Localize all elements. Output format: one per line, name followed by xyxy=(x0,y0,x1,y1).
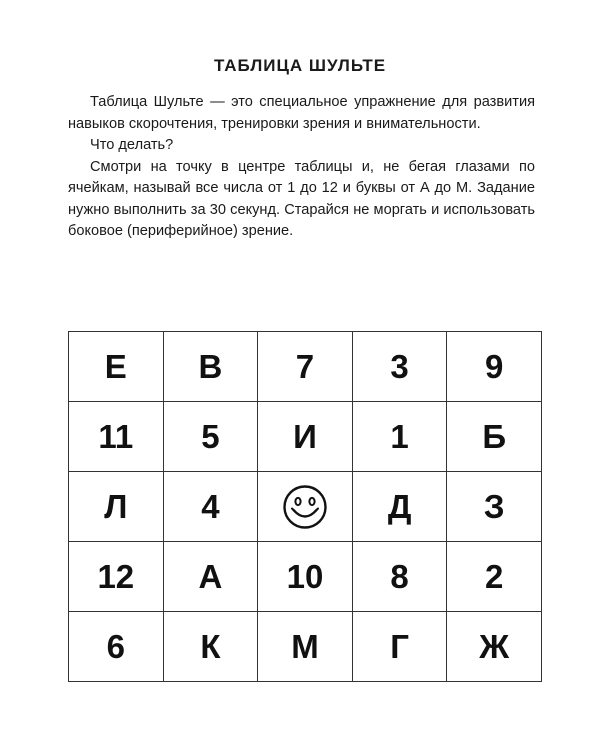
table-row xyxy=(69,612,542,682)
center-cell xyxy=(258,472,353,542)
table-cell: 9 xyxy=(447,332,542,402)
schulte-table xyxy=(68,331,542,682)
table-cell: 2 xyxy=(447,542,542,612)
table-cell: 10 xyxy=(258,542,353,612)
table-cell: Д xyxy=(352,472,447,542)
table-cell: 11 xyxy=(69,402,164,472)
table-cell: 12 xyxy=(69,542,164,612)
table-cell: 7 xyxy=(258,332,353,402)
table-cell: Ж xyxy=(447,612,542,682)
table-cell: К xyxy=(163,612,258,682)
table-cell: 3 xyxy=(352,332,447,402)
task-paragraph: Смотри на точку в центре таблицы и, не бегая глазами по ячейкам, называй все числа от 1 до 12 и буквы от А до М. Задание нужно выполнить за 30 секунд. Старайся не моргать и использовать боковое (периферийное) зрение. xyxy=(68,158,535,239)
table-cell: 8 xyxy=(352,542,447,612)
table-cell: И xyxy=(258,402,353,472)
table-row xyxy=(69,332,542,402)
table-cell: А xyxy=(163,542,258,612)
intro-paragraph: Таблица Шульте — это специальное упражнение для развития навыков скорочтения, тренировки зрения и внимательности. xyxy=(68,94,535,132)
table-cell: 4 xyxy=(163,472,258,542)
table-cell: З xyxy=(447,472,542,542)
table-cell: М xyxy=(258,612,353,682)
question-paragraph: Что делать? xyxy=(90,137,174,153)
smiley-face-icon xyxy=(282,484,328,530)
table-cell: 5 xyxy=(163,402,258,472)
table-cell: В xyxy=(163,332,258,402)
table-cell: Б xyxy=(447,402,542,472)
instructions xyxy=(68,92,535,243)
table-row xyxy=(69,472,542,542)
table-cell: Е xyxy=(69,332,164,402)
table-cell: 6 xyxy=(69,612,164,682)
table-cell: Л xyxy=(69,472,164,542)
table-row xyxy=(69,402,542,472)
table-row xyxy=(69,542,542,612)
page-title: ТАБЛИЦА ШУЛЬТЕ xyxy=(213,56,387,75)
table-cell: 1 xyxy=(352,402,447,472)
table-cell: Г xyxy=(352,612,447,682)
